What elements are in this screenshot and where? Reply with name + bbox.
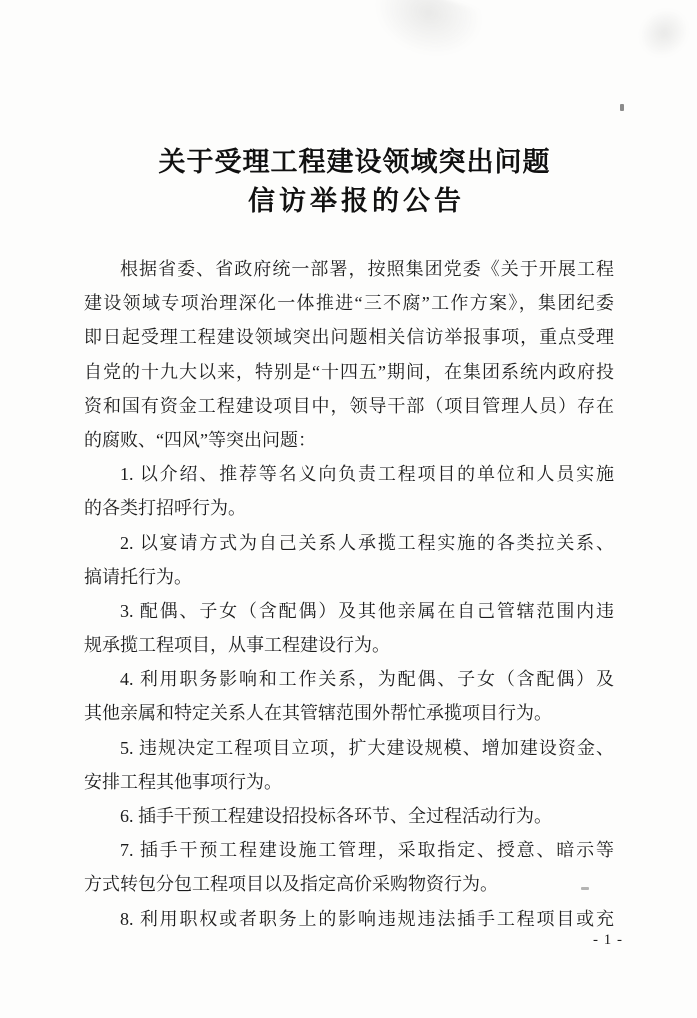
scan-smudge-top-center bbox=[363, 0, 486, 70]
body-text-line: 自党的十九大以来，特别是“十四五”期间，在集团系统内政府投 bbox=[84, 361, 614, 382]
document-title-line-2: 信访举报的公告 bbox=[248, 186, 465, 216]
page-number: - 1 - bbox=[593, 932, 623, 948]
body-text-line: 即日起受理工程建设领域突出问题相关信访举报事项，重点受理 bbox=[84, 327, 614, 348]
body-text-line: 3. 配偶、子女（含配偶）及其他亲属在自己管辖范围内违 bbox=[120, 600, 614, 621]
body-text-line: 建设领域专项治理深化一体推进“三不腐”工作方案》，集团纪委 bbox=[84, 293, 614, 314]
body-text-line: 6. 插手干预工程建设招投标各环节、全过程活动行为。 bbox=[120, 806, 552, 826]
body-text-line: 的腐败、“四风”等突出问题： bbox=[84, 429, 316, 450]
body-text-line: 4. 利用职务影响和工作关系，为配偶、子女（含配偶）及 bbox=[120, 669, 614, 690]
document-title-line-1: 关于受理工程建设领域突出问题 bbox=[158, 147, 551, 177]
body-text-line: 根据省委、省政府统一部署，按照集团党委《关于开展工程 bbox=[120, 259, 614, 279]
scan-smudge-top-right bbox=[629, 0, 697, 67]
body-text-line: 搞请托行为。 bbox=[84, 566, 192, 587]
document-title bbox=[0, 143, 697, 220]
body-text-line: 安排工程其他事项行为。 bbox=[84, 771, 282, 792]
body-text-line: 5. 违规决定工程项目立项，扩大建设规模、增加建设资金、 bbox=[120, 737, 614, 758]
scan-speck-right-margin bbox=[620, 104, 624, 111]
body-text-line: 8. 利用职权或者职务上的影响违规违法插手工程项目或充 bbox=[120, 908, 614, 929]
body-text-line: 资和国有资金工程建设项目中，领导干部（项目管理人员）存在 bbox=[84, 395, 614, 416]
body-text-line: 的各类打招呼行为。 bbox=[84, 498, 246, 519]
body-text-line: 规承揽工程项目，从事工程建设行为。 bbox=[84, 635, 390, 656]
body-text-line: 7. 插手干预工程建设施工管理，采取指定、授意、暗示等 bbox=[120, 840, 614, 861]
body-text-line: 方式转包分包工程项目以及指定高价采购物资行为。 bbox=[84, 874, 498, 895]
body-text-line: 2. 以宴请方式为自己关系人承揽工程实施的各类拉关系、 bbox=[120, 532, 614, 553]
body-text-line: 1. 以介绍、推荐等名义向负责工程项目的单位和人员实施 bbox=[120, 464, 614, 485]
document-body bbox=[84, 252, 614, 936]
body-text-line: 其他亲属和特定关系人在其管辖范围外帮忙承揽项目行为。 bbox=[84, 703, 552, 724]
